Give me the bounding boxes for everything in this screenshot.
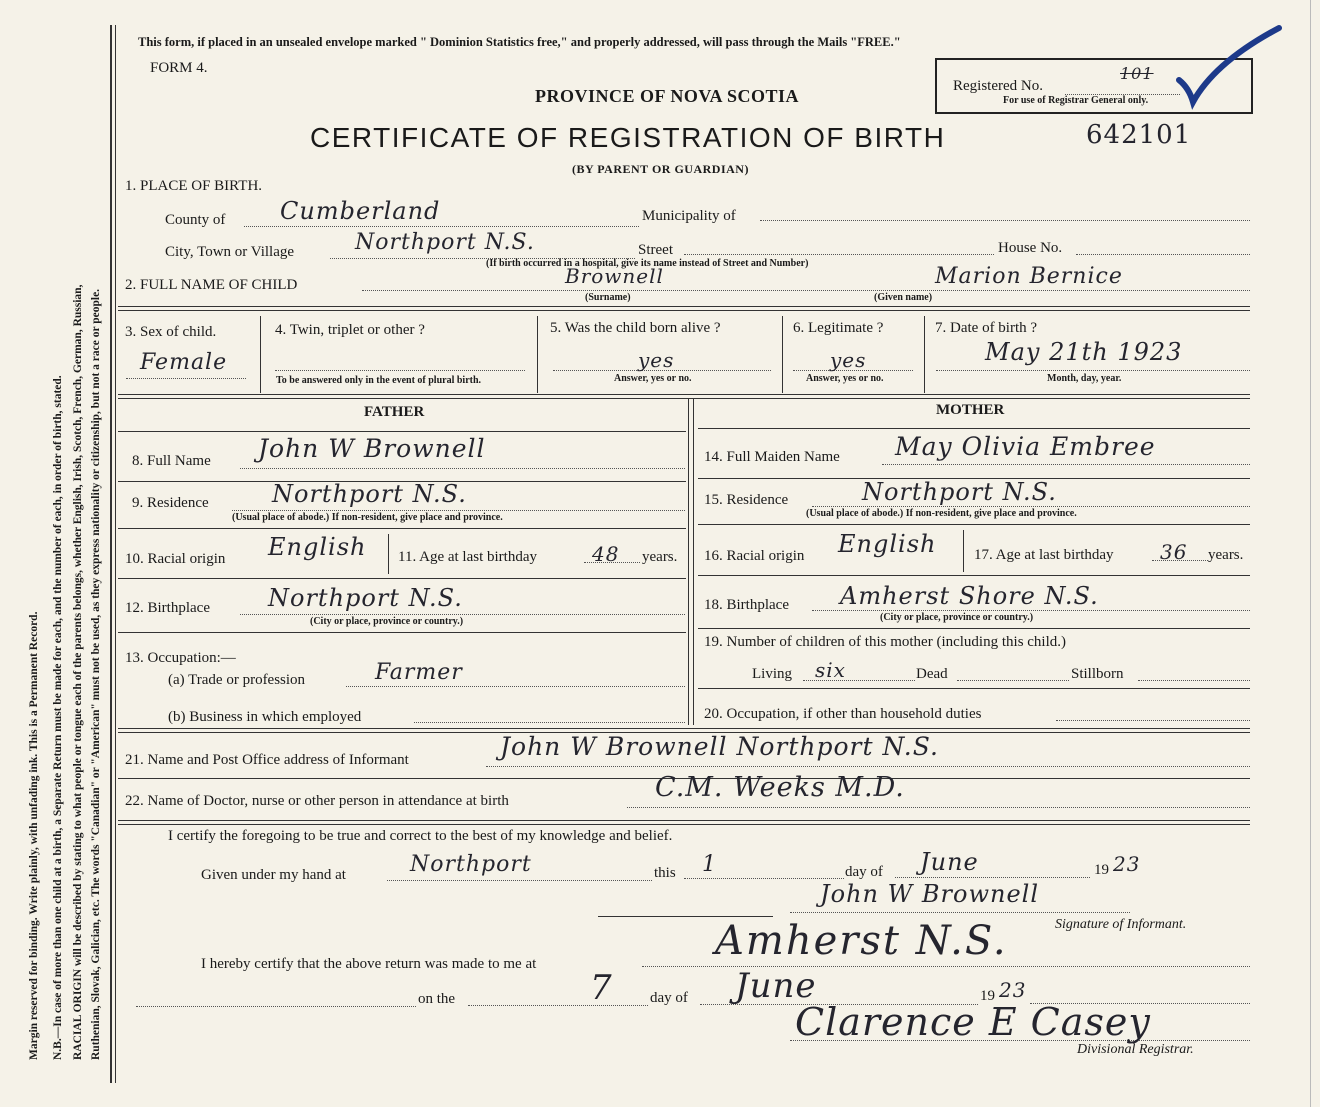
registrar-year-prefix: 19 [980,988,995,1004]
margin-line-3: RACIAL ORIGIN will be described by stating to what people or tongue each of the parents belongs, whether English, Irish, Scotch, French, German, Russian, [72,284,84,1060]
certify-place: Northport [410,852,532,877]
mother-name-label: 14. Full Maiden Name [704,449,840,465]
certify-statement: I certify the foregoing to be true and correct to the best of my knowledge and belief. [168,828,673,844]
father-birthplace-note: (City or place, province or country.) [310,616,464,627]
certify-day-label: day of [845,864,883,880]
informant-label: 21. Name and Post Office address of Informant [125,752,409,768]
twin-note: To be answered only in the event of plural birth. [276,375,482,386]
father-birthplace: Northport N.S. [268,584,463,612]
certificate-number: 642101 [1086,120,1192,150]
house-label: House No. [998,240,1063,256]
father-residence: Northport N.S. [272,480,467,508]
doctor-value: C.M. Weeks M.D. [655,772,905,803]
twin-label: 4. Twin, triplet or other ? [275,322,425,338]
form-number: FORM 4. [150,60,208,76]
county-value: Cumberland [280,197,441,225]
mother-birthplace-label: 18. Birthplace [704,597,789,613]
mother-race-label: 16. Racial origin [704,548,805,564]
father-race-label: 10. Racial origin [125,551,226,567]
mother-residence: Northport N.S. [862,478,1057,506]
mother-age: 36 [1160,540,1188,564]
informant-signature: John W Brownell [820,880,1040,908]
child-name-label: 2. FULL NAME OF CHILD [125,277,298,293]
place-heading: 1. PLACE OF BIRTH. [125,178,263,194]
registrar-statement: I hereby certify that the above return was made to me at [201,956,537,972]
mother-heading: MOTHER [936,402,1005,418]
registered-value: 101 [1120,64,1154,83]
sex-value: Female [140,350,228,375]
father-heading: FATHER [364,404,425,420]
legitimate-label: 6. Legitimate ? [793,320,884,336]
alive-label: 5. Was the child born alive ? [550,320,721,336]
children-label: 19. Number of children of this mother (including this child.) [704,634,1067,650]
given-label: (Given name) [874,292,933,303]
father-trade-label: (a) Trade or profession [168,672,306,688]
mother-occupation-label: 20. Occupation, if other than household duties [704,706,982,722]
informant-signature-label: Signature of Informant. [1055,917,1187,932]
mother-age-label: 17. Age at last birthday [974,547,1114,563]
registrar-title: Divisional Registrar. [1077,1042,1194,1057]
alive-note: Answer, yes or no. [614,373,692,384]
registrar-note: For use of Registrar General only. [1003,95,1149,106]
alive-value: yes [638,348,675,372]
page-edge [1310,0,1311,1107]
margin-line-4: Ruthenian, Slovak, Galician, etc. The words "Canadian" or "American" must not be used, as they express nationality or citizenship, but not a race or people. [90,288,102,1060]
registrar-month: June [735,966,817,1006]
margin-rule-inner [115,25,116,1083]
surname-label: (Surname) [585,292,631,303]
page-subtitle: (BY PARENT OR GUARDIAN) [572,162,749,176]
father-age: 48 [592,542,620,566]
mother-residence-label: 15. Residence [704,492,789,508]
child-given-name: Marion Bernice [935,264,1123,289]
mother-birthplace-note: (City or place, province or country.) [880,612,1034,623]
mother-name: May Olivia Embree [895,432,1156,461]
checkmark-icon [1175,22,1285,112]
legitimate-value: yes [830,348,867,372]
certify-day: 1 [702,852,717,877]
municipality-label: Municipality of [642,208,736,224]
registered-label: Registered No. [953,78,1043,94]
father-trade: Farmer [375,660,463,685]
dob-label: 7. Date of birth ? [935,320,1038,336]
father-race: English [268,533,367,561]
street-note: (If birth occurred in a hospital, give its name instead of Street and Number) [486,258,809,269]
street-label: Street [638,242,673,258]
mother-race: English [838,530,937,558]
stillborn-label: Stillborn [1071,666,1124,682]
dob-note: Month, day, year. [1047,373,1122,384]
father-name: John W Brownell [258,434,486,463]
registrar-day: 7 [590,968,613,1008]
dob-value: May 21th 1923 [985,338,1183,366]
on-the-label: on the [418,991,456,1007]
registrar-day-label: day of [650,990,688,1006]
father-business-label: (b) Business in which employed [168,709,362,725]
this-label: this [654,865,676,881]
father-residence-note: (Usual place of abode.) If non-resident, give place and province. [232,512,503,523]
father-residence-label: 9. Residence [132,495,209,511]
page-title: CERTIFICATE OF REGISTRATION OF BIRTH [310,122,946,153]
father-occupation-label: 13. Occupation:— [125,650,236,666]
living-value: six [815,658,846,682]
registrar-place: Amherst N.S. [715,918,1008,964]
sex-label: 3. Sex of child. [125,324,217,340]
certify-year-suffix: 23 [1113,852,1141,876]
father-age-label: 11. Age at last birthday [398,549,537,565]
margin-rule [110,25,112,1083]
child-surname: Brownell [565,264,664,288]
registrar-signature: Clarence E Casey [795,1000,1151,1044]
given-under-label: Given under my hand at [201,867,346,883]
city-label: City, Town or Village [165,244,295,260]
doctor-label: 22. Name of Doctor, nurse or other person in attendance at birth [125,793,509,809]
mother-years: years. [1208,547,1244,563]
county-label: County of [165,212,226,228]
margin-line-2: N.B.—In case of more than one child at a birth, a Separate Return must be made for each, and the number of each, in order of birth, stated. [52,375,64,1060]
certify-year-prefix: 19 [1094,862,1109,878]
living-label: Living [752,666,792,682]
legitimate-note: Answer, yes or no. [806,373,884,384]
province-heading: PROVINCE OF NOVA SCOTIA [535,86,800,106]
margin-line-1: Margin reserved for binding. Write plainly, with unfading ink. This is a Permanent Record. [28,611,40,1060]
mother-birthplace: Amherst Shore N.S. [840,582,1099,610]
mother-residence-note: (Usual place of abode.) If non-resident, give place and province. [806,508,1077,519]
registrar-year-suffix: 23 [999,978,1027,1002]
mail-notice: This form, if placed in an unsealed envelope marked " Dominion Statistics free," and properly addressed, will pass through the Mails "FREE." [138,35,901,49]
dead-label: Dead [916,666,948,682]
father-years: years. [642,549,678,565]
father-name-label: 8. Full Name [132,453,211,469]
city-value: Northport N.S. [355,230,535,255]
certify-month: June [920,848,979,876]
father-birthplace-label: 12. Birthplace [125,600,210,616]
informant-value: John W Brownell Northport N.S. [500,732,939,761]
